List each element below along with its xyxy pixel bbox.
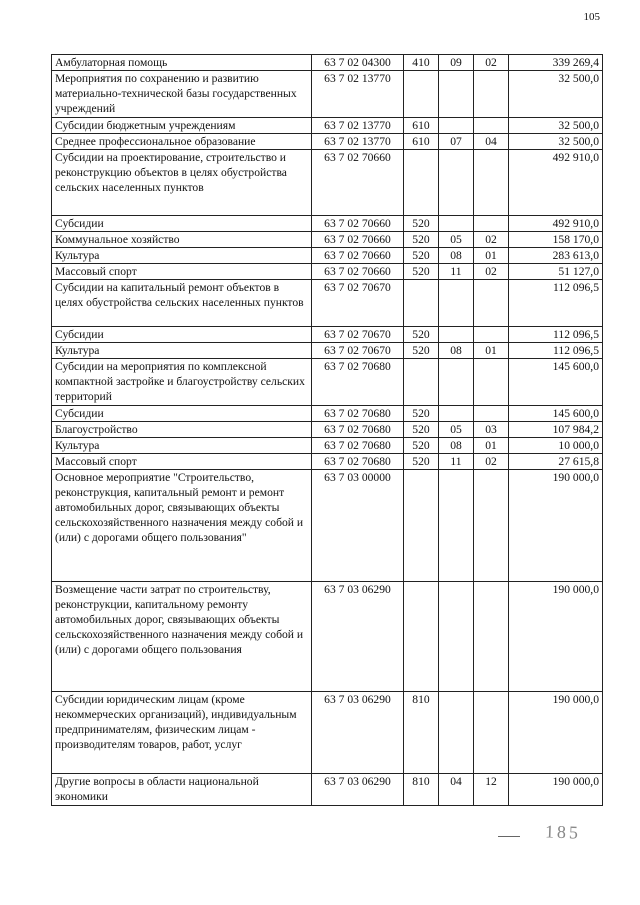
- row-code: 63 7 02 13770: [312, 118, 404, 134]
- row-name: Культура: [52, 248, 312, 264]
- row-name: Субсидии юридическим лицам (кроме некоммерческих организаций), индивидуальным предпринимателям, физическим лицам - производителям товаров, работ, услуг: [52, 692, 312, 774]
- row-vr: 610: [404, 118, 439, 134]
- row-pr: [474, 216, 509, 232]
- table-row: [52, 264, 603, 280]
- row-vr: 520: [404, 343, 439, 359]
- row-rz: 08: [439, 343, 474, 359]
- row-pr: 02: [474, 454, 509, 470]
- table-row: [52, 232, 603, 248]
- row-name: Культура: [52, 438, 312, 454]
- row-amount: 492 910,0: [509, 216, 603, 232]
- table-row: [52, 774, 603, 806]
- row-rz: 05: [439, 422, 474, 438]
- row-rz: [439, 216, 474, 232]
- row-amount: 112 096,5: [509, 327, 603, 343]
- table-row: [52, 470, 603, 582]
- row-pr: 02: [474, 55, 509, 71]
- row-pr: 03: [474, 422, 509, 438]
- row-pr: [474, 118, 509, 134]
- row-vr: [404, 280, 439, 327]
- row-rz: [439, 359, 474, 406]
- row-rz: 09: [439, 55, 474, 71]
- row-amount: 10 000,0: [509, 438, 603, 454]
- table-row: [52, 216, 603, 232]
- table-row: [52, 118, 603, 134]
- row-amount: 190 000,0: [509, 582, 603, 692]
- row-vr: 520: [404, 327, 439, 343]
- row-amount: 51 127,0: [509, 264, 603, 280]
- row-rz: [439, 280, 474, 327]
- row-code: 63 7 03 06290: [312, 774, 404, 806]
- row-amount: 492 910,0: [509, 150, 603, 216]
- row-amount: 190 000,0: [509, 774, 603, 806]
- row-pr: [474, 280, 509, 327]
- row-vr: 520: [404, 216, 439, 232]
- row-code: 63 7 02 70670: [312, 280, 404, 327]
- table-row: [52, 343, 603, 359]
- row-amount: 112 096,5: [509, 343, 603, 359]
- row-amount: 190 000,0: [509, 470, 603, 582]
- row-pr: 02: [474, 264, 509, 280]
- page-stamp: 185: [544, 821, 582, 843]
- table-row: [52, 327, 603, 343]
- row-vr: [404, 582, 439, 692]
- row-name: Субсидии на мероприятия по комплексной компактной застройке и благоустройству сельских территорий: [52, 359, 312, 406]
- table-row: [52, 150, 603, 216]
- row-code: 63 7 02 70660: [312, 264, 404, 280]
- table-row: [52, 582, 603, 692]
- row-rz: 07: [439, 134, 474, 150]
- row-vr: 410: [404, 55, 439, 71]
- row-amount: 339 269,4: [509, 55, 603, 71]
- row-pr: [474, 470, 509, 582]
- row-rz: 05: [439, 232, 474, 248]
- row-vr: 520: [404, 406, 439, 422]
- row-name: Субсидии бюджетным учреждениям: [52, 118, 312, 134]
- row-code: 63 7 02 70670: [312, 343, 404, 359]
- row-code: 63 7 02 04300: [312, 55, 404, 71]
- row-pr: 12: [474, 774, 509, 806]
- row-name: Возмещение части затрат по строительству, реконструкции, капитальному ремонту автомобильных дорог, связывающих объекты сельскохозяйственного назначения между собой и (или) с дорогами общего пользования: [52, 582, 312, 692]
- row-pr: [474, 327, 509, 343]
- table-row: [52, 134, 603, 150]
- row-amount: 32 500,0: [509, 118, 603, 134]
- row-vr: [404, 470, 439, 582]
- row-vr: 520: [404, 248, 439, 264]
- row-name: Субсидии: [52, 327, 312, 343]
- table-row: [52, 692, 603, 774]
- row-code: 63 7 02 70680: [312, 438, 404, 454]
- row-amount: 283 613,0: [509, 248, 603, 264]
- row-pr: 04: [474, 134, 509, 150]
- row-rz: 11: [439, 264, 474, 280]
- row-code: 63 7 02 70660: [312, 248, 404, 264]
- row-pr: 01: [474, 343, 509, 359]
- row-name: Субсидии на капитальный ремонт объектов в целях обустройства сельских населенных пунктов: [52, 280, 312, 327]
- row-amount: 112 096,5: [509, 280, 603, 327]
- row-rz: [439, 470, 474, 582]
- row-pr: 01: [474, 248, 509, 264]
- row-rz: [439, 692, 474, 774]
- row-amount: 107 984,2: [509, 422, 603, 438]
- row-code: 63 7 02 70680: [312, 422, 404, 438]
- row-code: 63 7 02 70680: [312, 406, 404, 422]
- row-vr: 810: [404, 774, 439, 806]
- row-pr: [474, 359, 509, 406]
- row-code: 63 7 03 00000: [312, 470, 404, 582]
- table-row: [52, 454, 603, 470]
- row-vr: 520: [404, 264, 439, 280]
- row-name: Другие вопросы в области национальной экономики: [52, 774, 312, 806]
- row-pr: [474, 71, 509, 118]
- row-code: 63 7 03 06290: [312, 582, 404, 692]
- table-row: [52, 406, 603, 422]
- table-row: [52, 422, 603, 438]
- table-row: [52, 280, 603, 327]
- row-rz: [439, 71, 474, 118]
- row-rz: [439, 406, 474, 422]
- row-vr: [404, 71, 439, 118]
- table-row: [52, 71, 603, 118]
- row-pr: [474, 582, 509, 692]
- row-pr: 01: [474, 438, 509, 454]
- row-amount: 190 000,0: [509, 692, 603, 774]
- page-number: 105: [583, 11, 600, 23]
- row-rz: 04: [439, 774, 474, 806]
- row-code: 63 7 02 70660: [312, 216, 404, 232]
- row-code: 63 7 02 70680: [312, 454, 404, 470]
- budget-table: [51, 54, 603, 806]
- row-rz: 08: [439, 248, 474, 264]
- row-rz: [439, 118, 474, 134]
- row-amount: 158 170,0: [509, 232, 603, 248]
- row-vr: 520: [404, 454, 439, 470]
- row-code: 63 7 02 13770: [312, 134, 404, 150]
- row-pr: [474, 692, 509, 774]
- row-amount: 27 615,8: [509, 454, 603, 470]
- row-name: Мероприятия по сохранению и развитию материально-технической базы государственных учреждений: [52, 71, 312, 118]
- footer-dash: [498, 836, 520, 837]
- row-code: 63 7 02 70670: [312, 327, 404, 343]
- row-amount: 145 600,0: [509, 406, 603, 422]
- table-row: [52, 55, 603, 71]
- row-name: Культура: [52, 343, 312, 359]
- row-rz: [439, 582, 474, 692]
- row-rz: 11: [439, 454, 474, 470]
- row-vr: 520: [404, 232, 439, 248]
- row-pr: 02: [474, 232, 509, 248]
- row-amount: 32 500,0: [509, 134, 603, 150]
- row-pr: [474, 406, 509, 422]
- row-amount: 32 500,0: [509, 71, 603, 118]
- row-pr: [474, 150, 509, 216]
- row-name: Субсидии на проектирование, строительство и реконструкцию объектов в целях обустройства сельских населенных пунктов: [52, 150, 312, 216]
- row-code: 63 7 02 70660: [312, 150, 404, 216]
- row-code: 63 7 03 06290: [312, 692, 404, 774]
- row-code: 63 7 02 70660: [312, 232, 404, 248]
- row-name: Массовый спорт: [52, 454, 312, 470]
- row-vr: 520: [404, 438, 439, 454]
- row-name: Среднее профессиональное образование: [52, 134, 312, 150]
- row-vr: 610: [404, 134, 439, 150]
- row-name: Амбулаторная помощь: [52, 55, 312, 71]
- row-vr: 520: [404, 422, 439, 438]
- table-row: [52, 359, 603, 406]
- row-code: 63 7 02 70680: [312, 359, 404, 406]
- row-vr: 810: [404, 692, 439, 774]
- row-rz: 08: [439, 438, 474, 454]
- row-name: Субсидии: [52, 216, 312, 232]
- row-vr: [404, 150, 439, 216]
- row-rz: [439, 327, 474, 343]
- table-row: [52, 248, 603, 264]
- row-name: Коммунальное хозяйство: [52, 232, 312, 248]
- row-name: Массовый спорт: [52, 264, 312, 280]
- row-vr: [404, 359, 439, 406]
- row-rz: [439, 150, 474, 216]
- row-code: 63 7 02 13770: [312, 71, 404, 118]
- row-name: Субсидии: [52, 406, 312, 422]
- row-name: Благоустройство: [52, 422, 312, 438]
- table-row: [52, 438, 603, 454]
- row-amount: 145 600,0: [509, 359, 603, 406]
- row-name: Основное мероприятие "Строительство, реконструкция, капитальный ремонт и ремонт автомобильных дорог, связывающих объекты сельскохозяйственного назначения между собой и (или) с дорогами общего пользования": [52, 470, 312, 582]
